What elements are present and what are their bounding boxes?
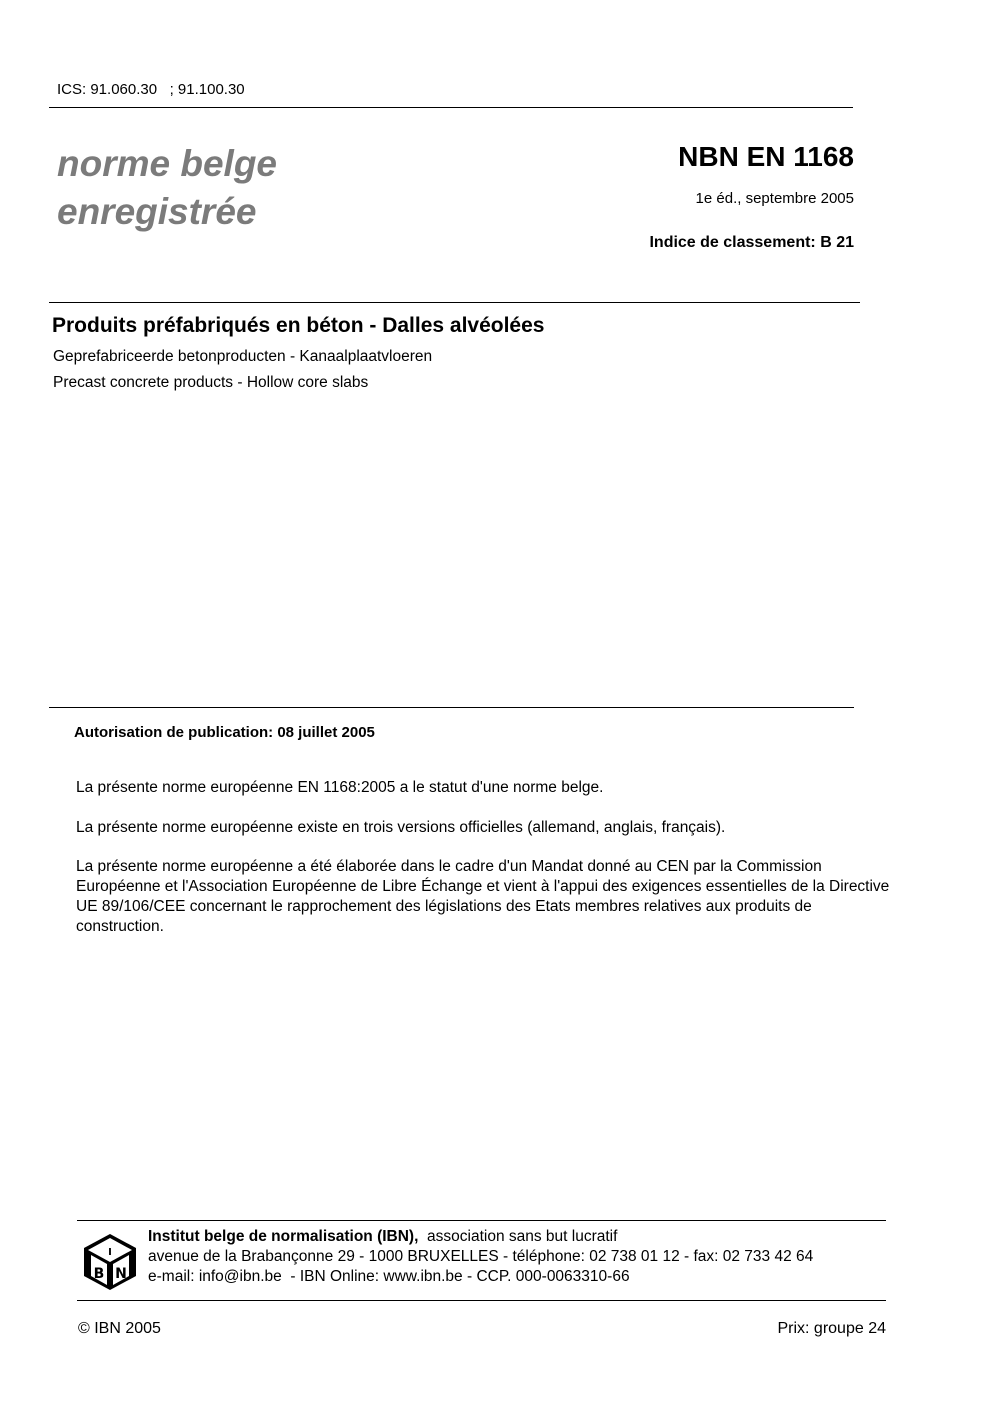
svg-text:B: B bbox=[93, 1266, 105, 1282]
top-rule bbox=[49, 107, 853, 108]
body-rule bbox=[49, 707, 854, 708]
title-rule bbox=[49, 302, 860, 303]
ibn-logo-icon bbox=[83, 1233, 137, 1291]
institute-address: avenue de la Brabançonne 29 - 1000 BRUXELLES - téléphone: 02 738 01 12 - fax: 02 733 42 64 bbox=[148, 1248, 814, 1265]
institute-info bbox=[148, 1227, 813, 1287]
institute-name-line bbox=[148, 1227, 813, 1247]
title-french: Produits préfabriqués en béton - Dalles alvéolées bbox=[52, 314, 545, 337]
paragraph-versions: La présente norme européenne existe en trois versions officielles (allemand, anglais, français). bbox=[76, 819, 726, 836]
svg-text:N: N bbox=[115, 1266, 127, 1282]
ics-codes: ICS: 91.060.30 ; 91.100.30 bbox=[57, 81, 245, 98]
copyright: © IBN 2005 bbox=[78, 1320, 161, 1337]
brand-mark bbox=[57, 140, 277, 236]
publication-authorisation: Autorisation de publication: 08 juillet 2005 bbox=[74, 724, 375, 741]
classification-index: Indice de classement: B 21 bbox=[649, 234, 854, 251]
edition-date: 1e éd., septembre 2005 bbox=[695, 190, 854, 207]
paragraph-mandate: La présente norme européenne a été élaborée dans le cadre d'un Mandat donné au CEN par la Commission Européenne et l'Association Européenne de Libre Échange et vient à l'appui des exigences essentielles de la Directive UE 89/106/CEE concernant le rapprochement des législations des Etats membres relatives aux produits de construction. bbox=[76, 858, 890, 935]
brand-line-1: norme belge bbox=[57, 143, 277, 184]
institute-contact: e-mail: info@ibn.be - IBN Online: www.ibn.be - CCP. 000-0063310-66 bbox=[148, 1268, 630, 1285]
price-group: Prix: groupe 24 bbox=[777, 1320, 886, 1337]
institute-name: Institut belge de normalisation (IBN), bbox=[148, 1228, 419, 1245]
paragraph-status: La présente norme européenne EN 1168:2005 a le statut d'une norme belge. bbox=[76, 779, 604, 796]
svg-text:I: I bbox=[108, 1247, 112, 1258]
institute-type: association sans but lucratif bbox=[418, 1228, 618, 1245]
title-english: Precast concrete products - Hollow core slabs bbox=[53, 374, 369, 391]
title-dutch: Geprefabriceerde betonproducten - Kanaalplaatvloeren bbox=[53, 348, 433, 365]
footer-top-rule bbox=[77, 1220, 886, 1221]
footer-bottom-rule bbox=[77, 1300, 886, 1301]
brand-line-2: enregistrée bbox=[57, 191, 257, 232]
standard-number: NBN EN 1168 bbox=[678, 141, 854, 172]
